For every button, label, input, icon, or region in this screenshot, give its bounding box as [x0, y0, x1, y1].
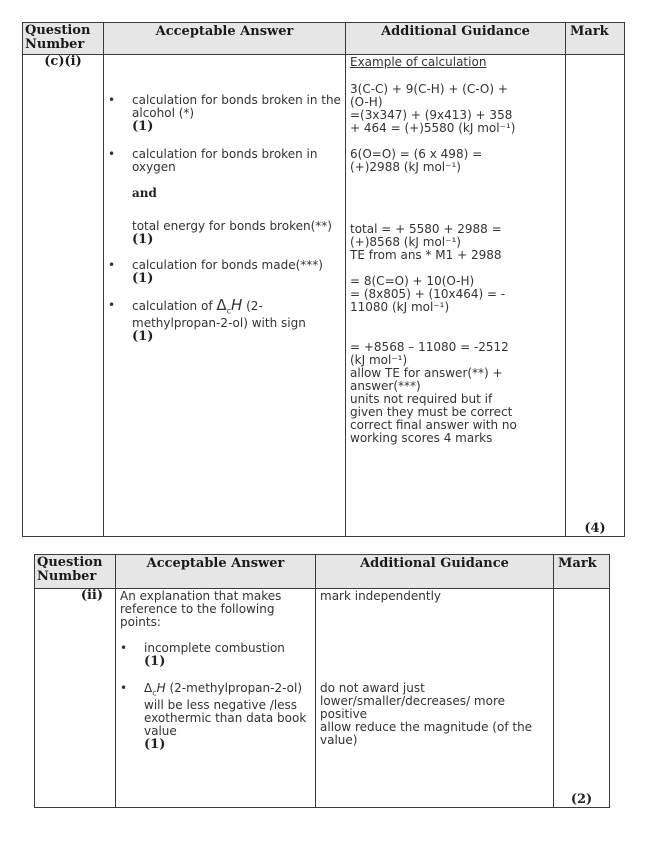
answer-point-bonds-made	[104, 259, 345, 286]
answer-point-incomplete-combustion	[120, 642, 311, 669]
answer-point-mark: (1)	[144, 654, 166, 669]
guidance-line: (O-H)	[350, 95, 383, 109]
header-question-number: Question Number	[35, 555, 116, 589]
guidance-line: = +8568 – 11080 = -2512	[350, 340, 509, 354]
acceptable-answer-cell	[104, 55, 346, 537]
guidance-line: units not required but if	[350, 392, 493, 406]
answer-point-text: calculation for bonds broken in the alcohol (*)	[132, 93, 341, 120]
guidance-line: = (8x805) + (10x464) = -	[350, 287, 506, 301]
header-acceptable-answer: Acceptable Answer	[116, 555, 316, 589]
answer-point-bonds-broken-alcohol	[104, 94, 345, 134]
guidance-line: + 464 = (+)5580 (kJ mol⁻¹)	[350, 121, 516, 135]
guidance-line: TE from ans * M1 + 2988	[350, 248, 502, 262]
header-additional-guidance: Additional Guidance	[346, 23, 566, 55]
question-number: (ii)	[35, 589, 116, 808]
enthalpy-symbol: H	[231, 296, 243, 314]
answer-point-bonds-broken-oxygen	[104, 148, 345, 174]
guidance-line: answer(***)	[350, 379, 421, 393]
answer-point-mark: (1)	[132, 232, 154, 247]
guidance-heading: Example of calculation	[350, 55, 487, 69]
delta-symbol: Δ	[216, 296, 227, 314]
mark-scheme-table-ii	[34, 554, 610, 808]
answer-point-text: calculation for bonds made(***)	[132, 258, 323, 272]
table-header-row	[35, 555, 610, 589]
bullet-icon: •	[108, 298, 116, 312]
answer-point-text: total energy for bonds broken(**)	[132, 219, 332, 233]
delta-symbol: Δ	[144, 681, 153, 695]
bullet-icon: •	[120, 641, 128, 655]
guidance-line: allow reduce the magnitude (of the value)	[320, 720, 533, 747]
table-row	[23, 55, 625, 537]
enthalpy-symbol: H	[156, 681, 166, 695]
guidance-line: correct final answer with no	[350, 418, 517, 432]
answer-point-text: calculation for bonds broken in oxygen	[132, 147, 318, 174]
header-question-number: Question Number	[23, 23, 104, 55]
answer-point-mark: (1)	[144, 737, 166, 753]
table-header-row	[23, 23, 625, 55]
header-mark: Mark	[554, 555, 610, 589]
guidance-line: =(3x347) + (9x413) + 358	[350, 108, 513, 122]
additional-guidance-cell	[346, 55, 566, 537]
answer-point-text: calculation of	[132, 299, 217, 313]
guidance-line: 6(O=O) = (6 x 498) =	[350, 147, 483, 161]
subscript-c: c	[226, 306, 232, 316]
bullet-icon: •	[108, 93, 116, 107]
guidance-line: working scores 4 marks	[350, 431, 493, 445]
bullet-icon: •	[108, 258, 116, 272]
header-acceptable-answer: Acceptable Answer	[104, 23, 346, 55]
guidance-line: (+)2988 (kJ mol⁻¹)	[350, 160, 461, 174]
bullet-icon: •	[120, 681, 128, 695]
total-mark: (2)	[570, 792, 593, 807]
guidance-line: (+)8568 (kJ mol⁻¹)	[350, 235, 461, 249]
header-additional-guidance: Additional Guidance	[316, 555, 554, 589]
guidance-line: 3(C-C) + 9(C-H) + (C-O) +	[350, 82, 508, 96]
guidance-line: = 8(C=O) + 10(O-H)	[350, 274, 475, 288]
answer-point-mark: (1)	[132, 329, 154, 345]
guidance-line: mark independently	[320, 589, 442, 603]
bullet-icon: •	[108, 147, 116, 161]
answer-point-total-energy	[104, 220, 345, 247]
guidance-line: given they must be correct	[350, 405, 513, 419]
subscript-c: c	[152, 688, 157, 698]
question-number: (c)(i)	[23, 55, 104, 537]
and-label: and	[132, 186, 157, 200]
answer-point-enthalpy-change	[104, 296, 345, 345]
guidance-line: 11080 (kJ mol⁻¹)	[350, 300, 450, 314]
additional-guidance-cell	[316, 589, 554, 808]
answer-point-mark: (1)	[132, 271, 154, 286]
guidance-line: allow TE for answer(**) +	[350, 366, 503, 380]
guidance-line: total = + 5580 + 2988 =	[350, 222, 502, 236]
mark-cell	[554, 589, 610, 808]
header-mark: Mark	[566, 23, 625, 55]
answer-intro: An explanation that makes reference to the following points:	[120, 589, 282, 629]
answer-point-mark: (1)	[132, 119, 154, 134]
answer-point-text: (2-methylpropan-2-ol) will be less negative /less exothermic than data book value	[144, 681, 307, 739]
mark-cell	[566, 55, 625, 537]
total-mark: (4)	[584, 521, 606, 536]
guidance-line: do not award just lower/smaller/decreases/ more positive	[320, 681, 506, 721]
guidance-line: (kJ mol⁻¹)	[350, 353, 408, 367]
answer-point-less-negative	[120, 682, 311, 752]
table-row	[35, 589, 610, 808]
acceptable-answer-cell	[116, 589, 316, 808]
answer-point-text: incomplete combustion	[144, 641, 285, 655]
answer-point-text-suffix: (2-methylpropan-2-ol) with sign	[132, 299, 306, 331]
mark-scheme-table-c-i	[22, 22, 625, 537]
